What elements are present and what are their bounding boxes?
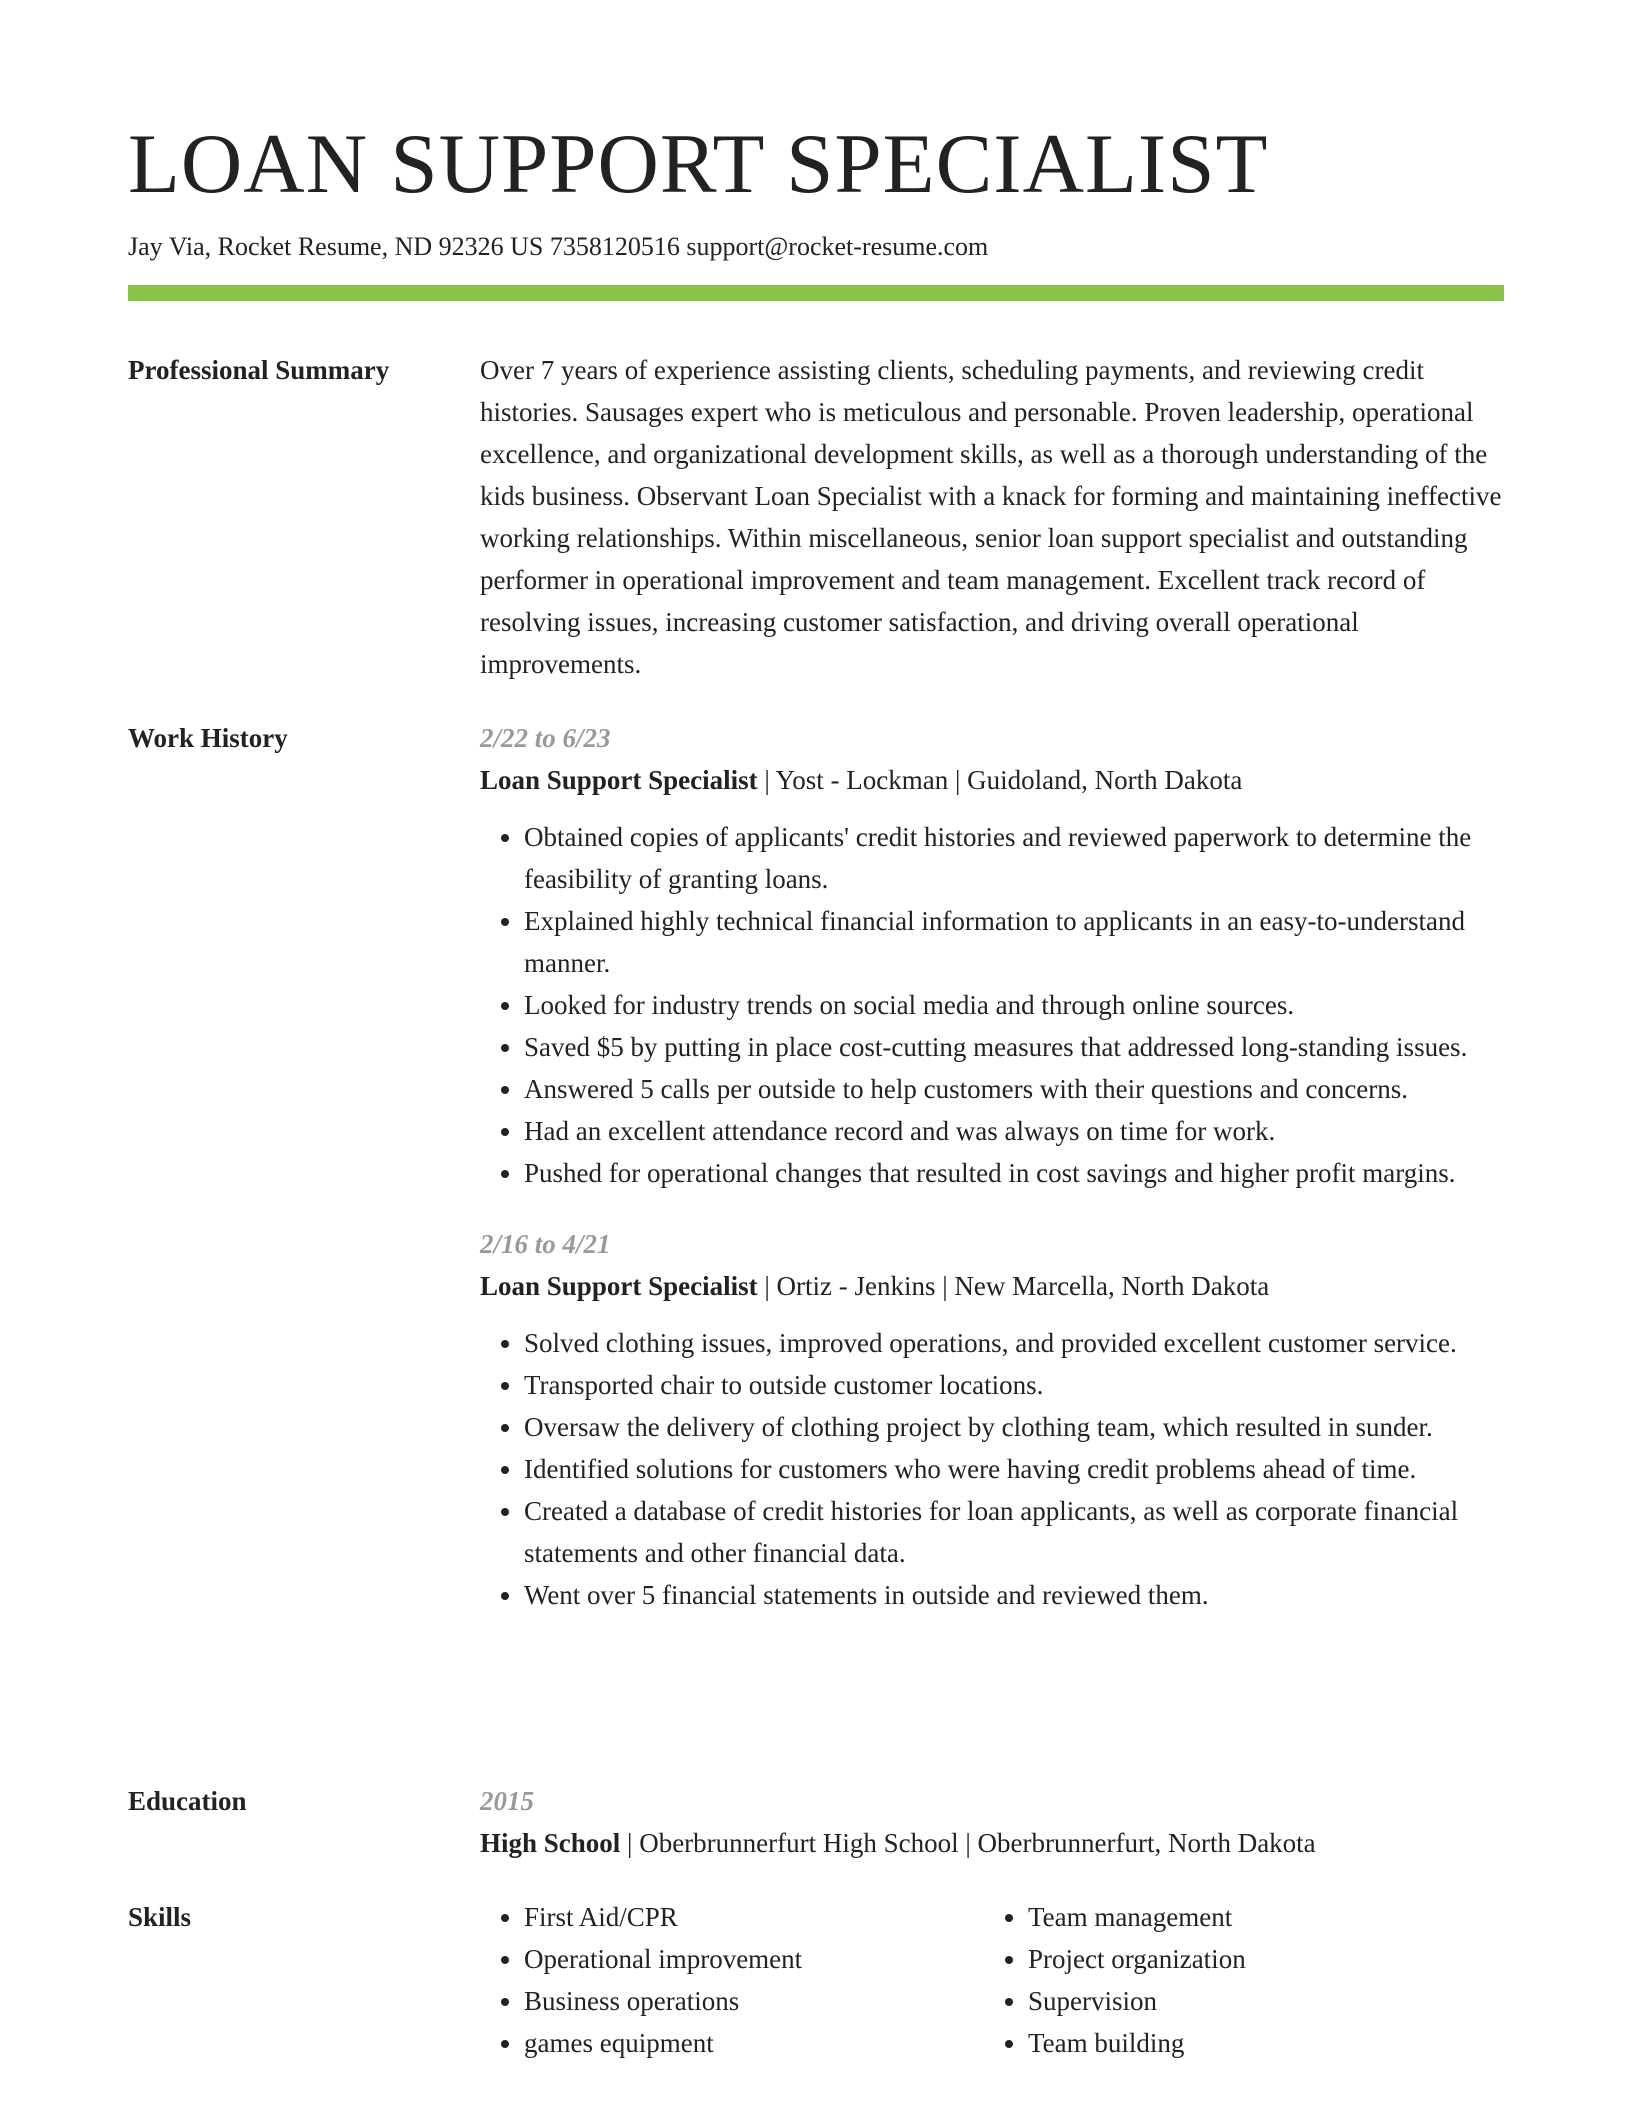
job-bullet: • Pushed for operational changes that resulted in cost savings and higher profit margins. [524,1152,1504,1194]
job-bullet: • Answered 5 calls per outside to help customers with their questions and concerns. [524,1068,1504,1110]
job-bullet: • Had an excellent attendance record and was always on time for work. [524,1110,1504,1152]
skill-item: • Team building [1028,2022,1488,2064]
job-bullet: • Looked for industry trends on social media and through online sources. [524,984,1504,1026]
summary-body [480,349,1504,685]
education-details: | Oberbrunnerfurt High School | Oberbrunnerfurt, North Dakota [620,1828,1316,1858]
job-bullet: • Went over 5 financial statements in outside and reviewed them. [524,1574,1504,1616]
job-bullet: • Solved clothing issues, improved operations, and provided excellent customer service. [524,1322,1504,1364]
accent-divider [128,285,1504,301]
job-details: | Ortiz - Jenkins | New Marcella, North Dakota [757,1271,1270,1301]
job-entry [480,717,1504,1194]
job-bullet: • Obtained copies of applicants' credit histories and reviewed paperwork to determine the feasibility of granting loans. [524,816,1504,900]
job-bullets [480,816,1504,1194]
job-details: | Yost - Lockman | Guidoland, North Dakota [757,765,1243,795]
skill-item: • Supervision [1028,1980,1488,2022]
job-bullet: • Created a database of credit histories for loan applicants, as well as corporate financial statements and other financial data. [524,1490,1504,1574]
job-heading [480,1265,1504,1307]
skill-item: • Operational improvement [524,1938,984,1980]
education-year: 2015 [480,1786,534,1816]
skills-list-left [480,1896,984,2064]
job-entry [480,1223,1504,1616]
skill-item: • games equipment [524,2022,984,2064]
skill-item: • Team management [1028,1896,1488,1938]
summary-heading: Professional Summary [128,355,390,385]
skills-heading: Skills [128,1902,192,1932]
work-history-heading: Work History [128,723,288,753]
summary-text: Over 7 years of experience assisting clients, scheduling payments, and reviewing credit histories. Sausages expert who is meticulous and personable. Proven leadership, operational excellence, and organizational development skills, as well as a thorough understanding of the kids business. Observant Loan Specialist with a knack for forming and maintaining ineffective working relationships. Within miscellaneous, senior loan support specialist and outstanding performer in operational improvement and team management. Excellent track record of resolving issues, increasing customer satisfaction, and driving overall operational improvements. [480,355,1502,679]
skills-list-right [984,1896,1488,2064]
education-line [480,1822,1504,1864]
job-bullet: • Oversaw the delivery of clothing project by clothing team, which resulted in sunder. [524,1406,1504,1448]
education-heading: Education [128,1786,247,1816]
job-title: Loan Support Specialist [480,1271,758,1301]
job-heading [480,759,1504,801]
skills-columns [480,1896,1504,2064]
job-bullet: • Explained highly technical financial information to applicants in an easy-to-understand manner. [524,900,1504,984]
skill-item: • Business operations [524,1980,984,2022]
skill-item: • Project organization [1028,1938,1488,1980]
education-body [480,1780,1504,1864]
job-bullet: • Saved $5 by putting in place cost-cutting measures that addressed long-standing issues. [524,1026,1504,1068]
job-dates: 2/16 to 4/21 [480,1229,611,1259]
job-bullet: • Transported chair to outside customer locations. [524,1364,1504,1406]
contact-line: Jay Via, Rocket Resume, ND 92326 US 7358120516 support@rocket-resume.com [128,232,989,261]
job-bullets [480,1322,1504,1616]
job-bullet: • Identified solutions for customers who were having credit problems ahead of time. [524,1448,1504,1490]
job-title: Loan Support Specialist [480,765,758,795]
resume-title: LOAN SUPPORT SPECIALIST [128,117,1269,211]
job-dates: 2/22 to 6/23 [480,723,611,753]
skill-item: • First Aid/CPR [524,1896,984,1938]
skills-body [480,1896,1504,2064]
work-history-body [480,717,1504,1616]
education-degree: High School [480,1828,621,1858]
